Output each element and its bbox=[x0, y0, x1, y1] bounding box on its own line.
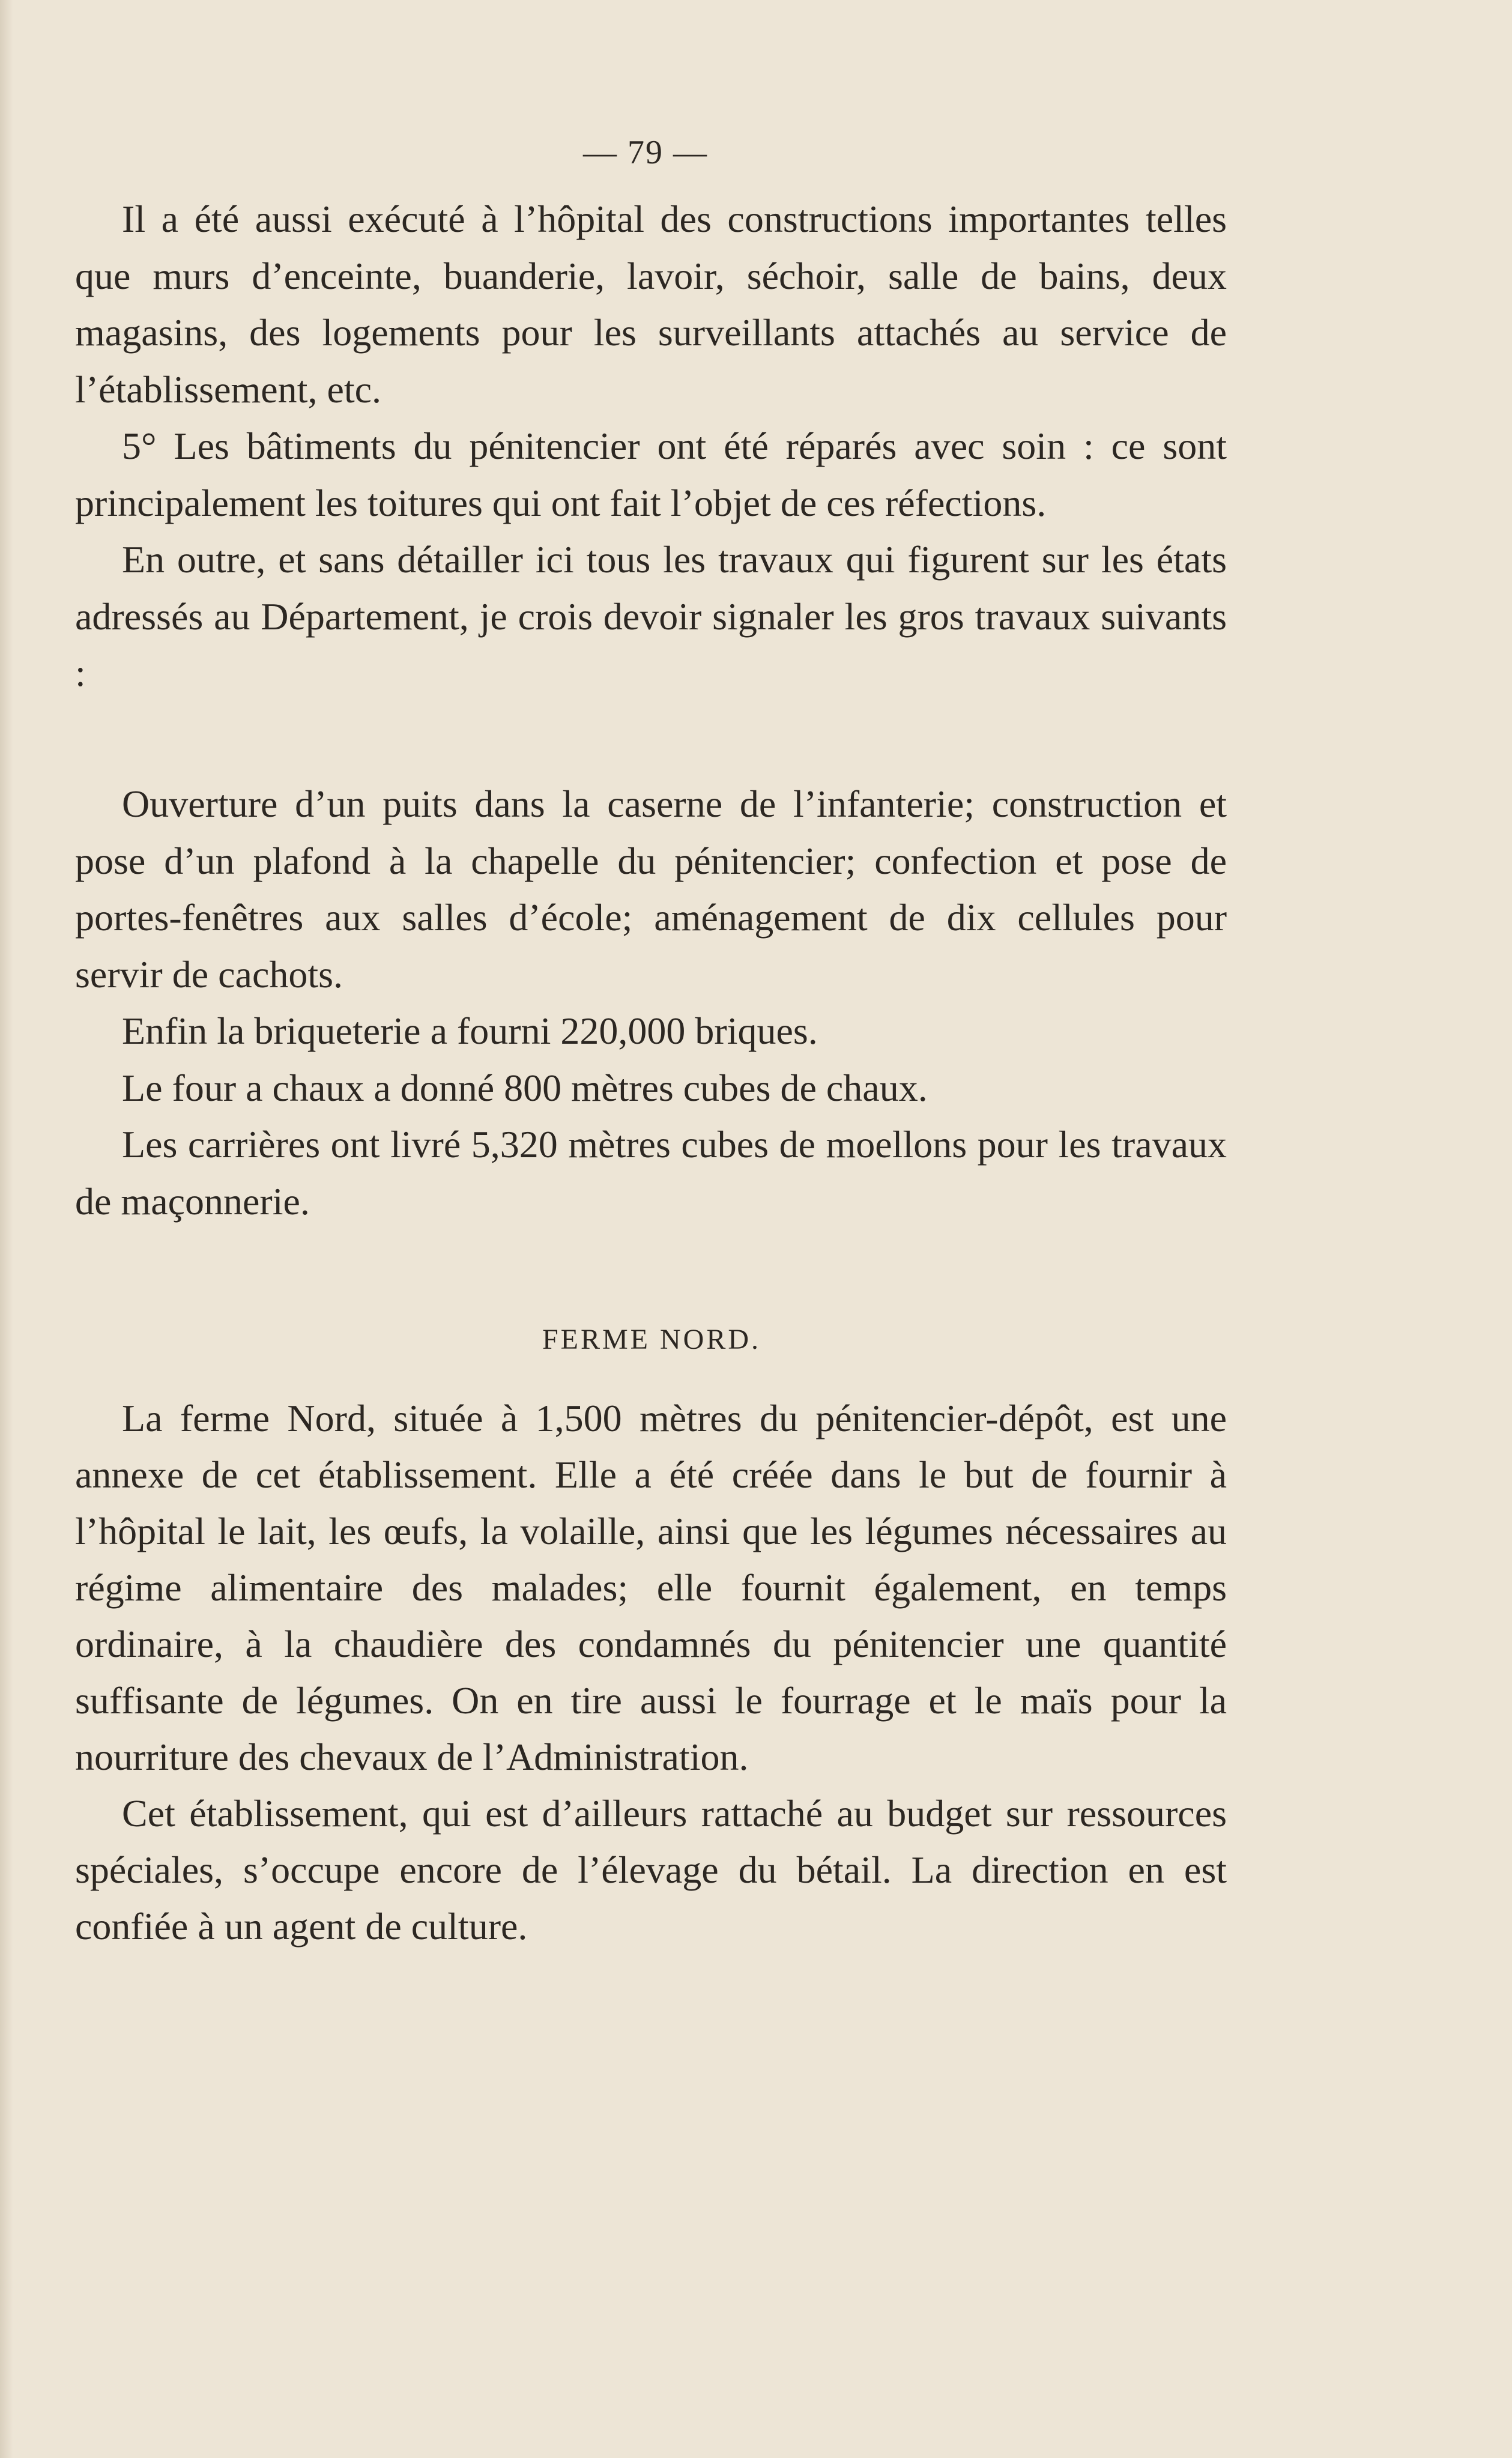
text-block-top bbox=[75, 191, 1227, 702]
paragraph-farm-description: La ferme Nord, située à 1,500 mètres du pénitencier-dépôt, est une annexe de cet établissement. Elle a été créée dans le but de fournir à l’hôpital le lait, les œufs, la volaille, ainsi que les légumes nécessaires au régime alimentaire des malades; elle fournit également, en temps ordinaire, à la chaudière des condamnés du pénitencier une quantité suffisante de légumes. On en tire aussi le fourrage et le maïs pour la nourriture des chevaux de l’Administration. bbox=[75, 1397, 1227, 1778]
text-block-farm bbox=[75, 1390, 1227, 1955]
paragraph-farm-budget: Cet établissement, qui est d’ailleurs rattaché au budget sur ressources spéciales, s’occupe encore de l’élevage du bétail. La direction en est confiée à un agent de culture. bbox=[75, 1792, 1227, 1948]
paragraph-penitentiary-buildings: 5° Les bâtiments du pénitencier ont été réparés avec soin : ce sont principalement les toitures qui ont fait l’objet de ces réfections. bbox=[75, 425, 1227, 524]
section-heading-ferme-nord: FERME NORD. bbox=[542, 1324, 761, 1355]
paragraph-lime-kiln: Le four a chaux a donné 800 mètres cubes de chaux. bbox=[122, 1066, 928, 1109]
paragraph-major-works-intro: En outre, et sans détailler ici tous les travaux qui figurent sur les états adressés au Département, je crois devoir signaler les gros travaux suivants : bbox=[75, 538, 1227, 694]
text-block-works bbox=[75, 776, 1227, 1230]
paragraph-brickworks: Enfin la briqueterie a fourni 220,000 briques. bbox=[122, 1010, 818, 1052]
paragraph-hospital-constructions: Il a été aussi exécuté à l’hôpital des constructions importantes telles que murs d’enceinte, buanderie, lavoir, séchoir, salle de bains, deux magasins, des logements pour les surveillants attachés au service de l’établissement, etc. bbox=[75, 198, 1227, 411]
paragraph-works-list: Ouverture d’un puits dans la caserne de l’infanterie; construction et pose d’un plafond à la chapelle du pénitencier; confection et pose de portes-fenêtres aux salles d’école; aménagement de dix cellules pour servir de cachots. bbox=[75, 783, 1227, 996]
paragraph-quarries: Les carrières ont livré 5,320 mètres cubes de moellons pour les travaux de maçonnerie. bbox=[75, 1123, 1227, 1223]
page-number: — 79 — bbox=[583, 134, 708, 171]
